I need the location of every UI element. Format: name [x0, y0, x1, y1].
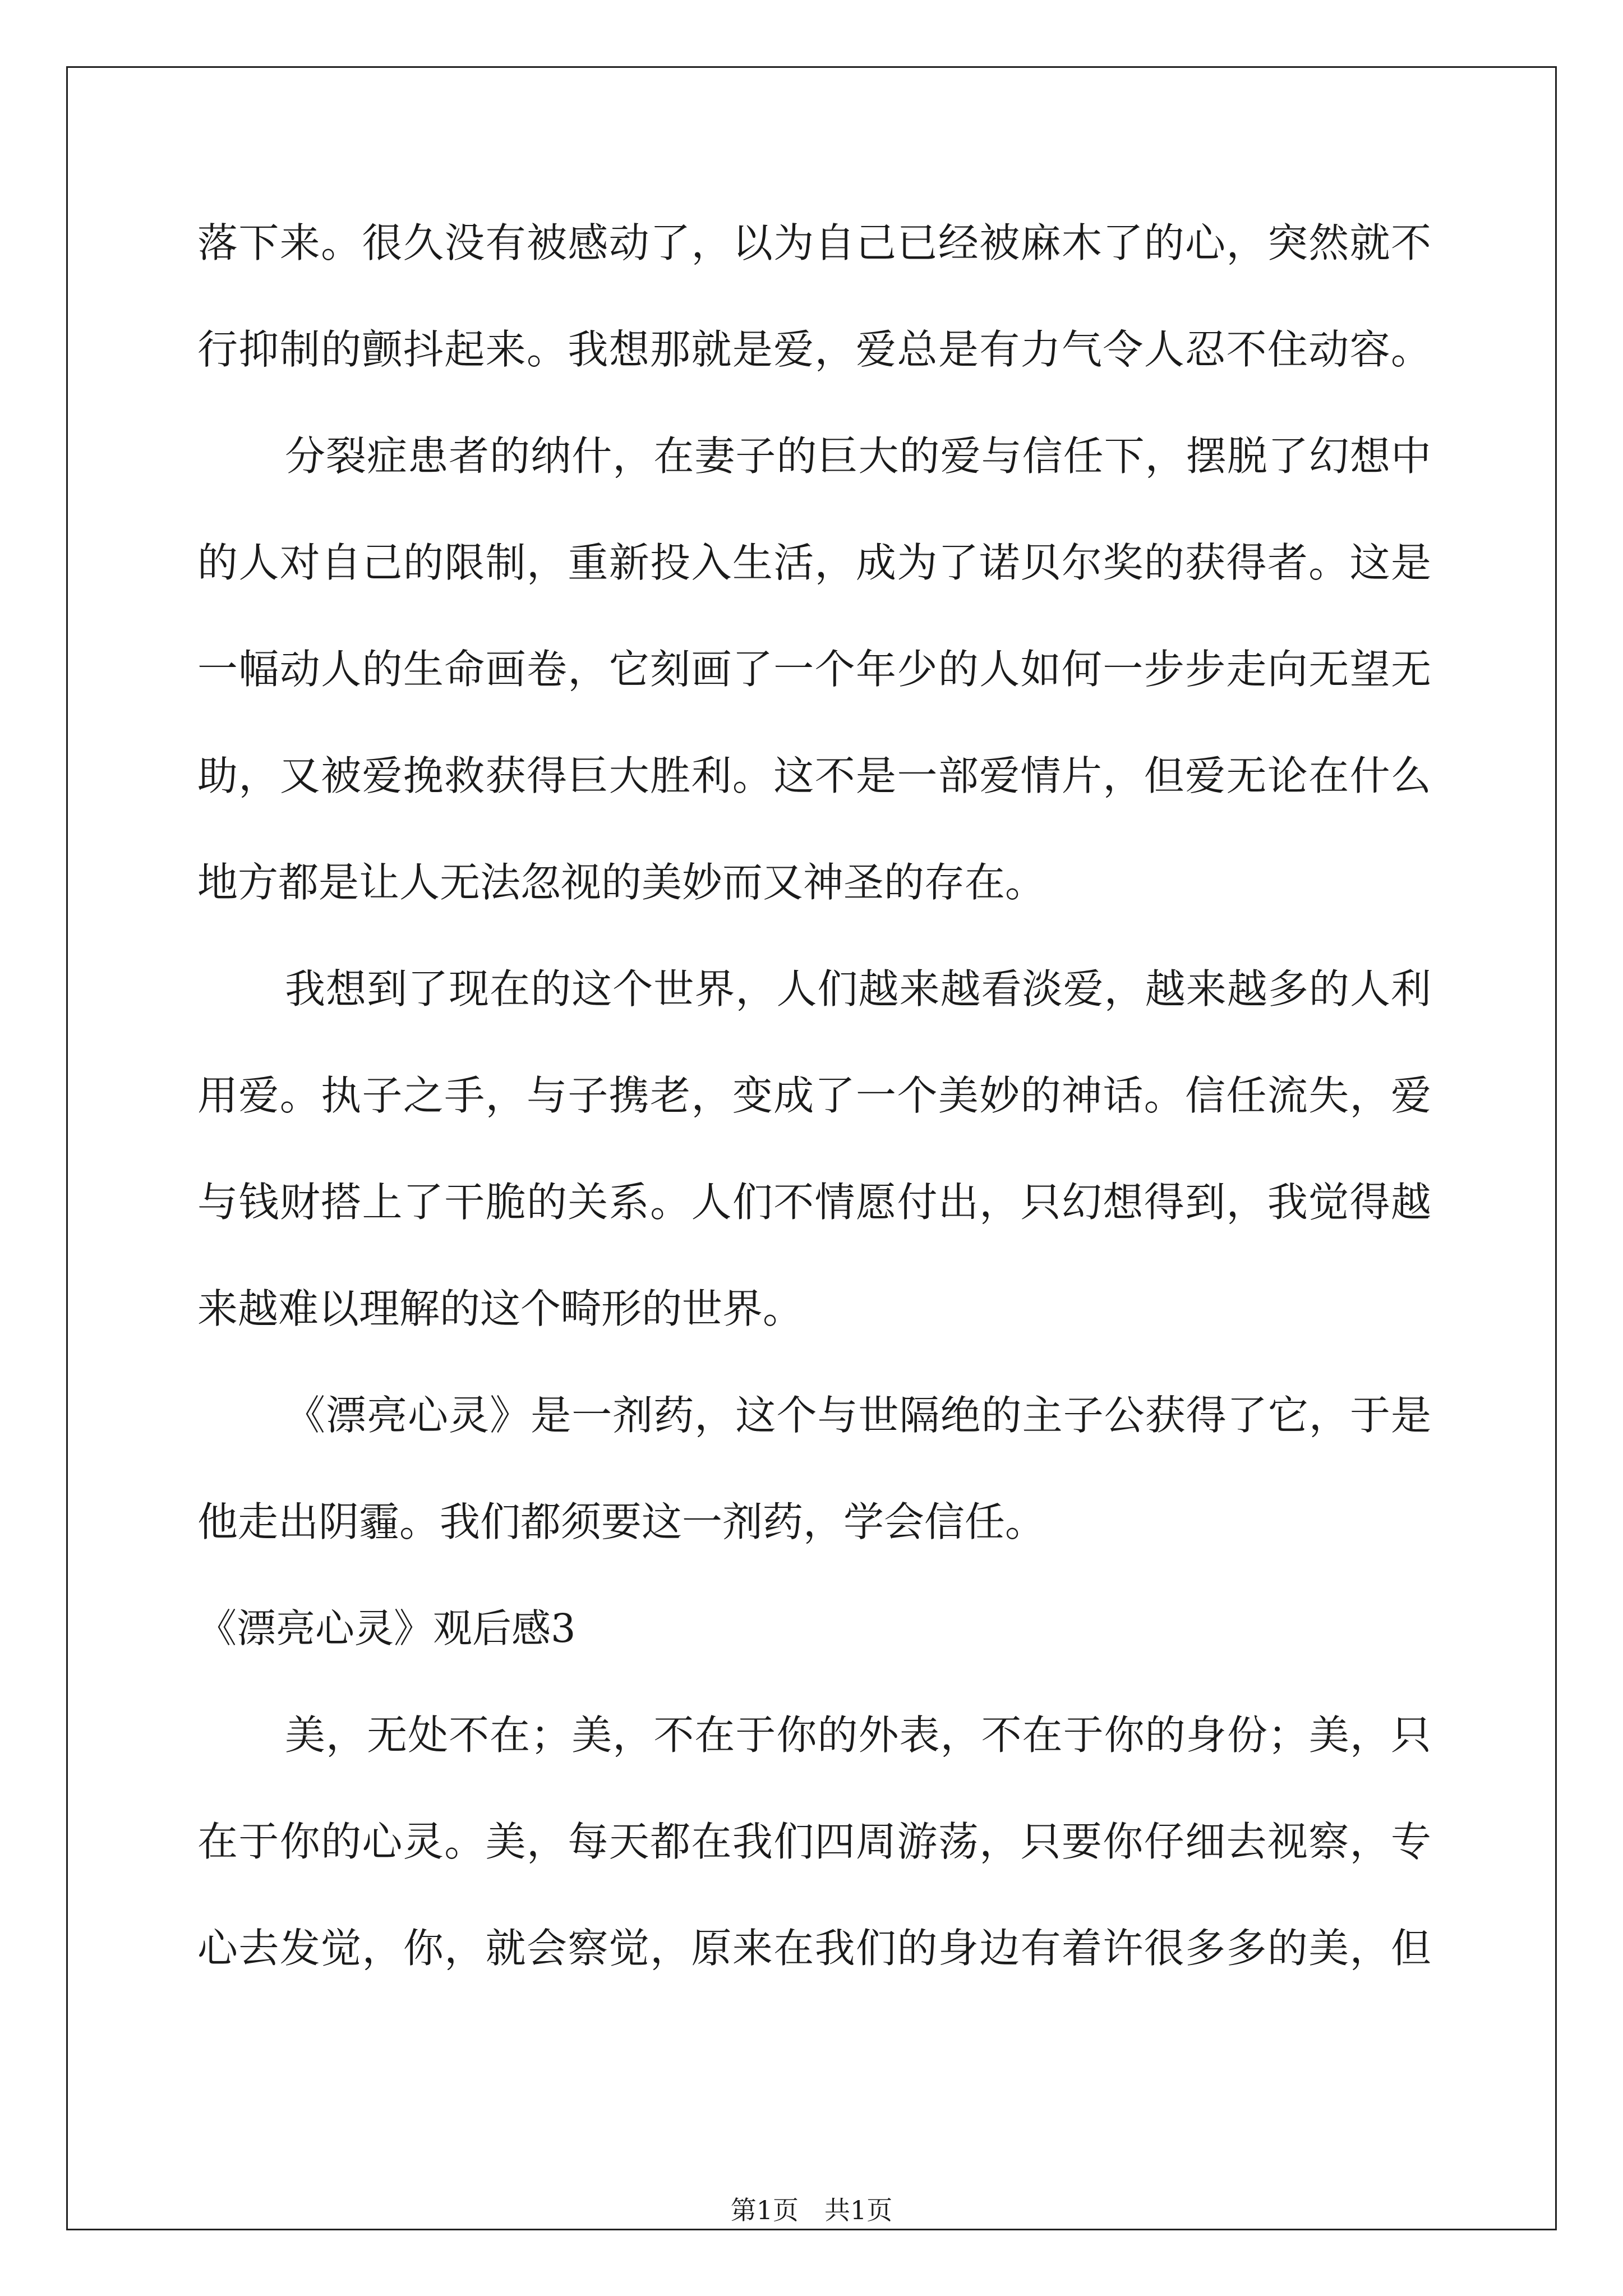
- text-line: 行抑制的颤抖起来。我想那就是爱，爱总是有力气令人忍不住动容。: [197, 326, 1431, 373]
- document-body: [197, 212, 1431, 2024]
- page-number-footer: 第1页 共1页: [730, 2195, 893, 2225]
- section-heading: 《漂亮心灵》观后感3: [197, 1605, 576, 1651]
- paragraph-start-line: 分裂症患者的纳什，在妻子的巨大的爱与信任下，摆脱了幻想中: [285, 432, 1431, 480]
- text-line: 一幅动人的生命画卷，它刻画了一个年少的人如何一步步走向无望无: [197, 646, 1431, 693]
- paragraph-start-line: 《漂亮心灵》是一剂药，这个与世隔绝的主子公获得了它，于是: [285, 1392, 1431, 1439]
- text-line: 在于你的心灵。美，每天都在我们四周游荡，只要你仔细去视察，专: [197, 1818, 1431, 1865]
- text-line: 用爱。执子之手，与子携老，变成了一个美妙的神话。信任流失，爱: [197, 1072, 1431, 1119]
- paragraph-start-line: 我想到了现在的这个世界，人们越来越看淡爱，越来越多的人利: [285, 965, 1431, 1013]
- text-line: 心去发觉，你，就会察觉，原来在我们的身边有着许很多多的美，但: [197, 1925, 1431, 1972]
- text-line: 地方都是让人无法忽视的美妙而又神圣的存在。: [197, 859, 1046, 906]
- text-line: 落下来。很久没有被感动了，以为自己已经被麻木了的心，突然就不: [197, 219, 1431, 266]
- text-line: 他走出阴霾。我们都须要这一剂药，学会信任。: [197, 1498, 1046, 1545]
- text-line: 与钱财搭上了干脆的关系。人们不情愿付出，只幻想得到，我觉得越: [197, 1179, 1431, 1226]
- text-line: 助，又被爱挽救获得巨大胜利。这不是一部爱情片，但爱无论在什么: [197, 752, 1431, 799]
- text-line: 的人对自己的限制，重新投入生活，成为了诺贝尔奖的获得者。这是: [197, 539, 1431, 586]
- paragraph-start-line: 美，无处不在；美，不在于你的外表，不在于你的身份；美，只: [285, 1711, 1431, 1759]
- text-line: 来越难以理解的这个畸形的世界。: [197, 1285, 804, 1332]
